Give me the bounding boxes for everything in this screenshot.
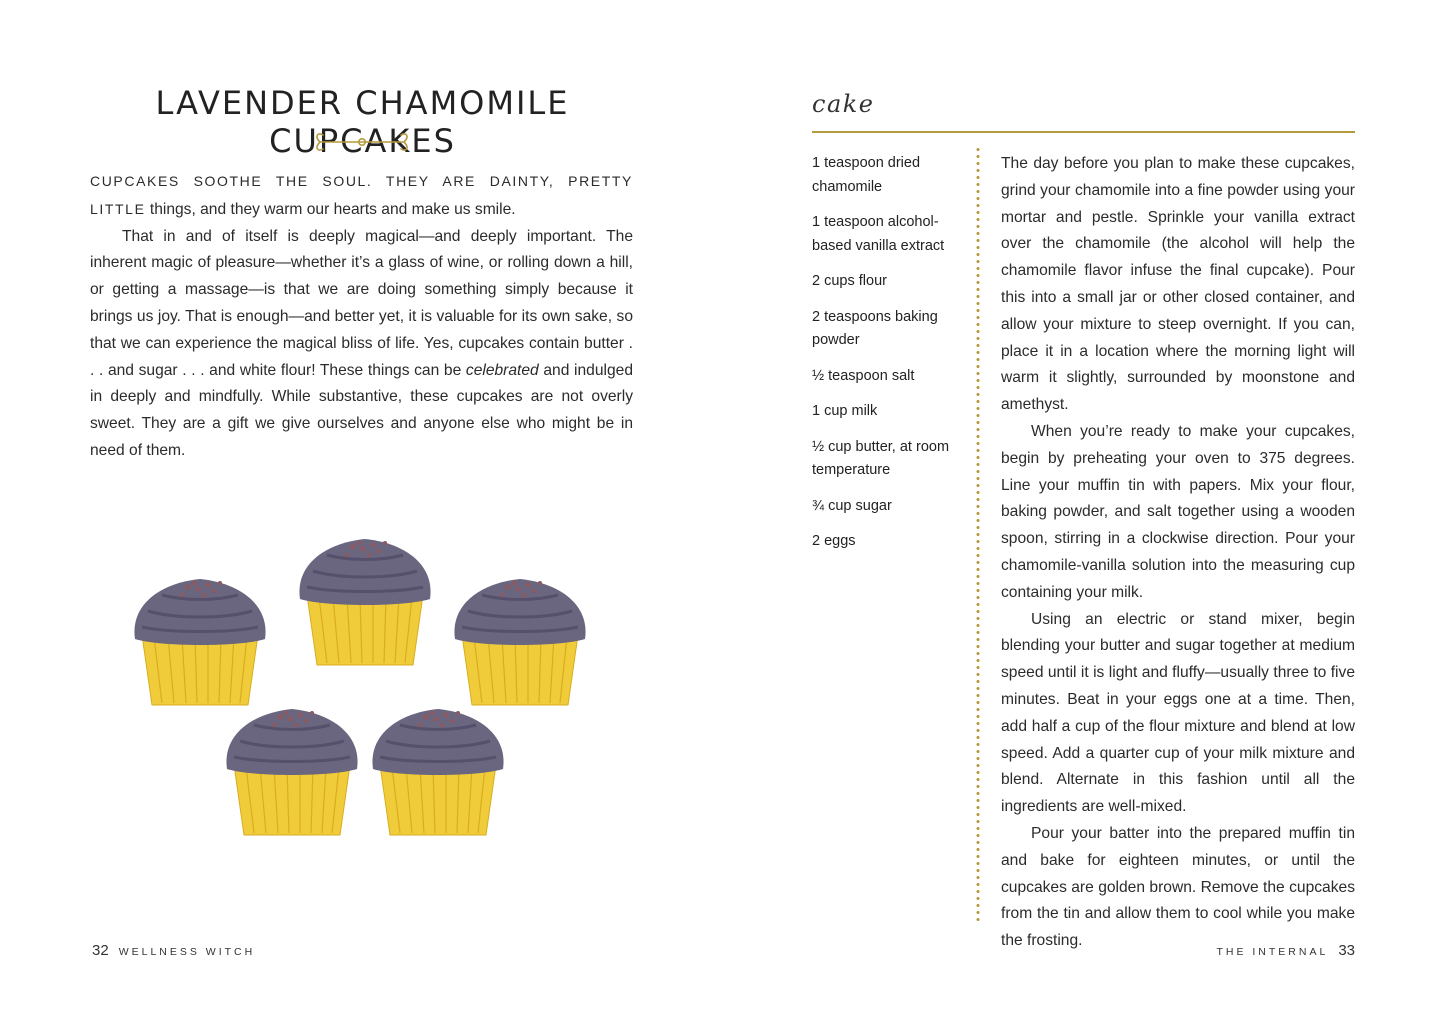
cupcake [226, 709, 357, 835]
intro-para-part-2: and indulged in deeply and mindfully. While substantive, these cupcakes are not overly sweet. They are a gift we give ourselves and anyone else who might be in need of them. [90, 361, 633, 459]
ingredient-item: 2 eggs [812, 533, 856, 549]
intro-lead-rest: things, and they warm our hearts and make us smile. [149, 200, 516, 218]
ingredient-item: 1 teaspoon dried chamomile [812, 155, 921, 195]
ingredient-item: 2 cups flour [812, 273, 887, 289]
ingredient-item: 1 teaspoon alcohol-based vanilla extract [812, 214, 945, 254]
section-title: cake [812, 90, 875, 118]
method-paragraph: Pour your batter into the prepared muffin tin and bake for eighteen minutes, or until the cupcakes are golden brown. Remove the cupcakes from the tin and allow them to cool while you make the frosting. [1001, 824, 1355, 950]
section-rule [812, 131, 1355, 133]
left-page [0, 0, 722, 1023]
title-ornament-icon [312, 130, 412, 154]
method-paragraph: When you’re ready to make your cupcakes, begin by preheating your oven to 375 degrees. Line your muffin tin with papers. Mix your flour, baking powder, and salt together using a wooden spoon, stirring in a clockwise direction. Pour your chamomile-vanilla solution into the measuring cup containing your milk. [1001, 422, 1355, 601]
ingredients-list [812, 152, 960, 566]
cupcake [299, 539, 430, 665]
right-folio [1206, 942, 1355, 959]
ingredient-item: ½ teaspoon salt [812, 367, 915, 384]
right-page-number: 33 [1338, 942, 1355, 959]
cupcake [134, 579, 265, 705]
intro-para-part-1: That in and of itself is deeply magical—and deeply important. The inherent magic of pleasure—whether it’s a glass of wine, or rolling down a hill, or getting a massage—is that we are doing something simply because it brings us joy. That is enough—and better yet, it is valuable for its own sake, so that we can experience the magical bliss of life. Yes, cupcakes contain butter . . . and sugar . . . and white flour! These things can be [90, 227, 633, 379]
intro-text [90, 168, 633, 465]
cupcake [454, 579, 585, 705]
intro-lead-caps: CUPCAKES SOOTHE THE SOUL. THEY ARE DAINTY, PRETTY LITTLE [90, 173, 633, 217]
cupcakes-illustration [120, 535, 600, 845]
left-folio [92, 942, 265, 959]
intro-para-emphasis: celebrated [465, 361, 539, 379]
ingredient-item: ½ cup butter, at room temperature [812, 438, 950, 478]
method-paragraph: The day before you plan to make these cupcakes, grind your chamomile into a fine powder using your mortar and pestle. Sprinkle your vanilla extract over the chamomile (the alcohol will help the chamomile flavor infuse the final cupcake). Pour this into a small jar or other closed container, and allow your mixture to steep overnight. If you can, place it in a location where the morning light will warm it slightly, surrounded by moonstone and amethyst. [1001, 155, 1355, 414]
method-paragraph: Using an electric or stand mixer, begin blending your butter and sugar together at medium speed until it is light and fluffy—usually three to five minutes. Beat in your eggs one at a time. Then, add half a cup of the flour mixture and blend at low speed. Add a quarter cup of your milk mixture and blend. Alternate in this fashion until all the ingredients are well-mixed. [1001, 610, 1355, 816]
ingredient-item: ¾ cup sugar [812, 497, 892, 514]
ingredient-item: 1 cup milk [812, 403, 878, 419]
cupcake [372, 709, 503, 835]
left-page-number: 32 [92, 942, 109, 959]
method-text [1001, 151, 1355, 955]
right-running-head: THE INTERNAL [1216, 946, 1329, 958]
ingredient-item: 2 teaspoons baking powder [812, 308, 938, 348]
right-page [722, 0, 1445, 1023]
dotted-divider [976, 146, 980, 922]
recipe-title: LAVENDER CHAMOMILE CUPCAKES [155, 84, 570, 160]
left-running-head: WELLNESS WITCH [118, 946, 256, 958]
